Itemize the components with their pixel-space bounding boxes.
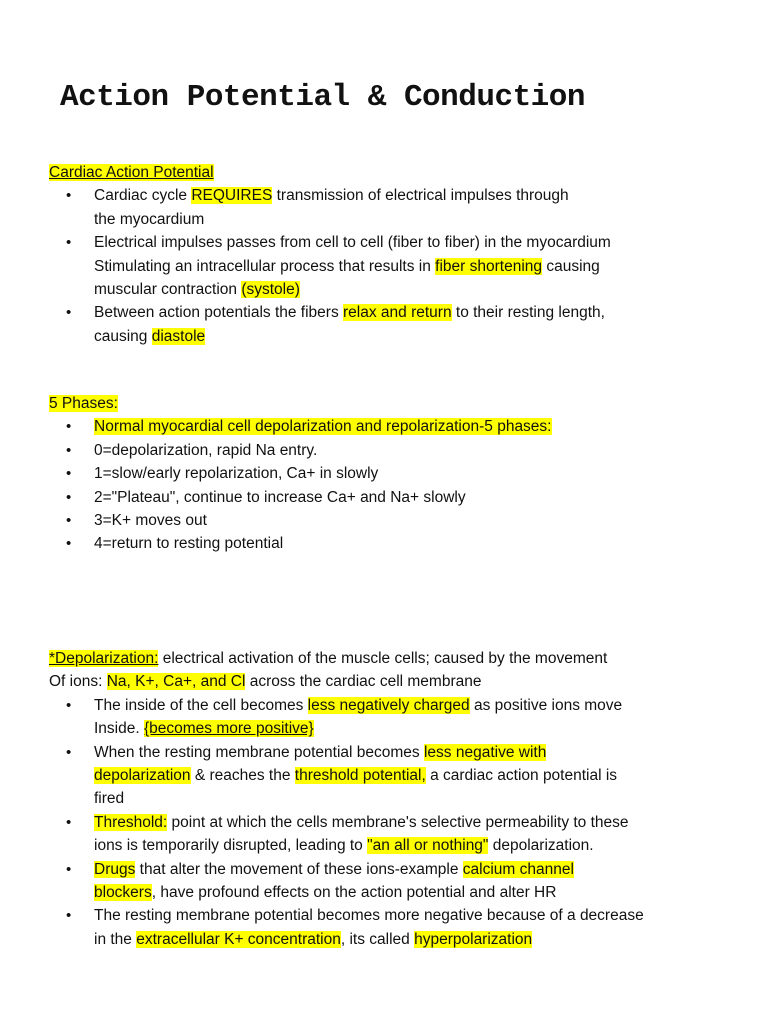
- list-item: • 0=depolarization, rapid Na entry.: [49, 439, 709, 462]
- highlight: less negative with: [423, 743, 547, 761]
- list-item: • Electrical impulses passes from cell to cell (fiber to fiber) in the myocardium Stimulating an intracellular process that results in fiber shortening causing muscular contraction (systole): [49, 231, 709, 301]
- list-item: • 1=slow/early repolarization, Ca+ in slowly: [49, 462, 709, 485]
- highlight: Drugs: [94, 860, 136, 878]
- section-five-phases: [49, 392, 709, 556]
- highlight: REQUIRES: [191, 187, 273, 205]
- section-depolarization: [49, 647, 709, 951]
- highlight: "an all or nothing": [367, 837, 489, 855]
- list-item: • Cardiac cycle REQUIRES transmission of electrical impulses through the myocardium: [49, 184, 709, 231]
- page-title: Action Potential & Conduction: [60, 80, 585, 115]
- list-item: • 4=return to resting potential: [49, 532, 709, 555]
- list-item: • The inside of the cell becomes less negatively charged as positive ions move Inside. {becomes more positive}: [49, 694, 709, 741]
- highlight: Threshold:: [94, 813, 168, 831]
- list-item: • When the resting membrane potential becomes less negative with depolarization & reaches the threshold potential, a cardiac action potential is fired: [49, 741, 709, 811]
- highlight: threshold potential,: [294, 767, 426, 785]
- list-item: [49, 415, 709, 438]
- highlight: (systole): [241, 281, 300, 299]
- section-heading-cardiac-action-potential: [49, 161, 709, 184]
- heading-text: 5 Phases:: [49, 395, 118, 412]
- depolarization-bullet-list: [49, 694, 709, 951]
- depolarization-ions: Of ions: Na, K+, Ca+, and Cl across the cardiac cell membrane: [49, 673, 482, 691]
- highlight: {becomes more positive}: [143, 720, 314, 738]
- highlight: depolarization: [94, 767, 191, 785]
- highlight: relax and return: [343, 304, 452, 322]
- highlight: extracellular K+ concentration: [136, 930, 341, 948]
- heading-text: Cardiac Action Potential: [49, 164, 214, 181]
- highlight: hyperpolarization: [414, 930, 533, 948]
- list-item: • 3=K+ moves out: [49, 509, 709, 532]
- cardiac-bullet-list: [49, 184, 709, 348]
- list-item: • Threshold: point at which the cells membrane's selective permeability to these ions is temporarily disrupted, leading to "an all or nothing" depolarization.: [49, 811, 709, 858]
- section-heading-five-phases: [49, 392, 709, 415]
- list-item: • The resting membrane potential becomes more negative because of a decrease in the extracellular K+ concentration, its called hyperpolarization: [49, 904, 709, 951]
- highlight: Na, K+, Ca+, and Cl: [106, 673, 246, 691]
- highlight: diastole: [151, 327, 206, 345]
- list-item: • Between action potentials the fibers relax and return to their resting length, causing diastole: [49, 301, 709, 348]
- highlight: less negatively charged: [307, 696, 470, 714]
- depolarization-definition: *Depolarization: electrical activation of the muscle cells; caused by the movement: [49, 650, 608, 667]
- list-item: • Drugs that alter the movement of these ions-example calcium channel blockers, have profound effects on the action potential and alter HR: [49, 858, 709, 905]
- section-cardiac-action-potential: [49, 161, 709, 348]
- highlight: calcium channel: [462, 860, 574, 878]
- list-item: • 2="Plateau", continue to increase Ca+ and Na+ slowly: [49, 486, 709, 509]
- term: *Depolarization:: [49, 650, 159, 667]
- phases-bullet-list: [49, 415, 709, 555]
- highlight: fiber shortening: [435, 257, 543, 275]
- highlight: blockers: [94, 884, 152, 902]
- highlight: Normal myocardial cell depolarization and repolarization-5 phases:: [94, 418, 552, 436]
